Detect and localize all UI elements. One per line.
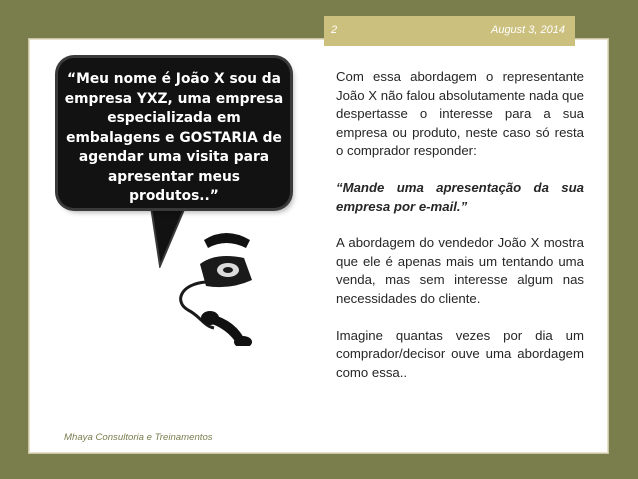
slide-date: August 3, 2014 xyxy=(490,24,565,36)
speech-bubble-text: “Meu nome é João X sou da empresa YXZ, uma empresa especializada em embalagens e GOSTARIA de agendar uma visita para apresentar meus produtos..” xyxy=(64,71,284,204)
paragraph-3: Imagine quantas vezes por dia um comprador/decisor ouve uma abordagem como essa.. xyxy=(336,327,584,380)
footer-text: Mhaya Consultoria e Treinamentos xyxy=(64,432,213,443)
slide-number: 2 xyxy=(331,24,338,36)
header-bar xyxy=(324,16,575,46)
speech-bubble xyxy=(58,58,290,208)
buyer-quote: “Mande uma apresentação da sua empresa por e-mail.” xyxy=(336,179,584,214)
paragraph-2: A abordagem do vendedor João X mostra que ele é apenas mais um tentando uma venda, mas sem interesse algum nas necessidades do cliente. xyxy=(336,235,584,306)
paragraph-1: Com essa abordagem o representante João X não falou absolutamente nada que despertasse o interesse para a sua empresa ou produto, neste caso só resta o comprador responder: xyxy=(336,69,584,159)
body-text xyxy=(336,68,584,382)
telephone-icon xyxy=(170,218,262,346)
